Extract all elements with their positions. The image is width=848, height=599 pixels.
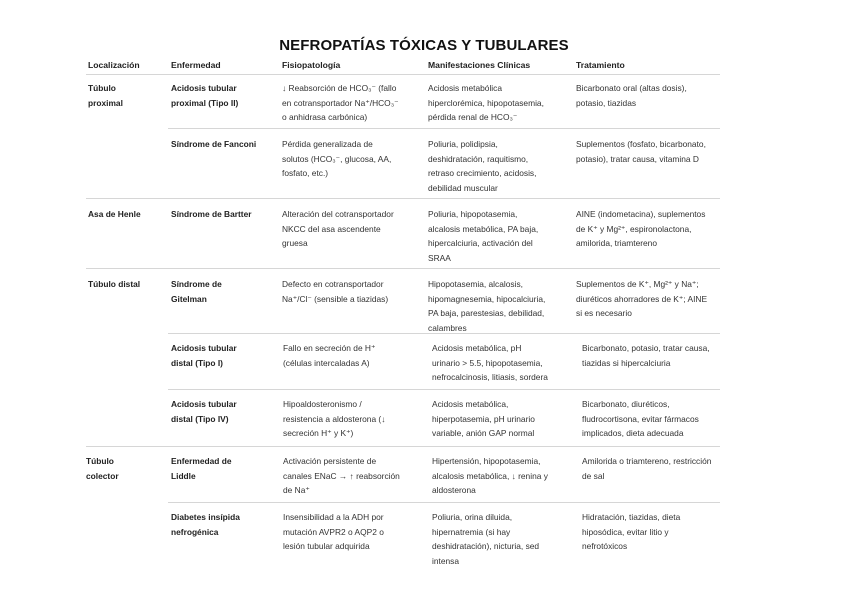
cell-tra: [582, 397, 699, 441]
cell-man: [428, 277, 545, 335]
cell-fis: [282, 81, 399, 125]
cell-line: Suplementos (fosfato, bicarbonato,: [576, 139, 706, 149]
cell-line: Enfermedad de: [171, 456, 232, 466]
cell-line: gruesa: [282, 238, 308, 248]
cell-line: distal (Tipo IV): [171, 413, 229, 424]
cell-loc: [88, 207, 141, 222]
cell-line: nefrogénica: [171, 526, 219, 537]
cell-line: NKCC del asa ascendente: [282, 223, 381, 234]
cell-line: mutación AVPR2 o AQP2 o: [283, 526, 384, 537]
cell-line: retraso crecimiento, acidosis,: [428, 168, 537, 178]
cell-line: Asa de Henle: [88, 209, 141, 219]
cell-line: Túbulo: [86, 456, 114, 466]
cell-line: Alteración del cotransportador: [282, 209, 394, 219]
cell-tra: [576, 277, 707, 321]
cell-line: Na⁺/Cl⁻ (sensible a tiazidas): [282, 293, 389, 304]
cell-line: diuréticos ahorradores de K⁺; AINE: [576, 293, 708, 304]
cell-line: nefrotóxicos: [582, 541, 628, 551]
cell-dis: [171, 137, 256, 152]
cell-line: resistencia a aldosterona (↓: [283, 413, 386, 424]
cell-dis: [171, 454, 232, 483]
cell-tra: [582, 341, 710, 370]
cell-line: Acidosis metabólica, pH: [432, 343, 522, 353]
cell-line: amilorida, triamtereno: [576, 238, 657, 248]
cell-line: lesión tubular adquirida: [283, 541, 370, 551]
row-divider: [168, 502, 720, 503]
cell-line: Pérdida generalizada de: [282, 139, 373, 149]
cell-line: SRAA: [428, 252, 451, 263]
cell-fis: [283, 397, 385, 441]
cell-line: colector: [86, 470, 119, 481]
cell-line: proximal: [88, 97, 123, 108]
cell-line: Hipopotasemia, alcalosis,: [428, 279, 523, 289]
cell-line: nefrocalcinosis, litiasis, sordera: [432, 372, 548, 382]
cell-fis: [283, 454, 400, 498]
cell-line: distal (Tipo I): [171, 357, 223, 368]
cell-line: hipomagnesemia, hipocalciuria,: [428, 293, 546, 304]
cell-line: alcalosis metabólica, PA baja,: [428, 223, 539, 234]
header-enfermedad: Enfermedad: [171, 60, 221, 70]
cell-line: variable, anión GAP normal: [432, 428, 535, 438]
cell-line: Síndrome de: [171, 279, 222, 289]
cell-line: Túbulo: [88, 83, 116, 93]
cell-line: Túbulo distal: [88, 279, 141, 289]
cell-line: de sal: [582, 470, 605, 481]
cell-man: [428, 137, 536, 195]
cell-line: Hipertensión, hipopotasemia,: [432, 456, 541, 466]
row-divider: [168, 128, 720, 129]
cell-line: Síndrome de Fanconi: [171, 139, 257, 149]
cell-line: Activación persistente de: [283, 456, 377, 466]
cell-line: Acidosis tubular: [171, 343, 237, 353]
cell-dis: [171, 207, 252, 222]
cell-line: hiperpotasemia, pH urinario: [432, 413, 535, 424]
cell-line: Amilorida o triamtereno, restricción: [582, 456, 712, 466]
cell-man: [432, 397, 535, 441]
header-tratamiento: Tratamiento: [576, 60, 625, 70]
cell-loc: [88, 277, 140, 292]
cell-fis: [283, 341, 375, 370]
cell-tra: [582, 454, 711, 483]
cell-line: o anhidrasa carbónica): [282, 112, 368, 122]
cell-tra: [576, 207, 705, 251]
cell-dis: [171, 81, 238, 110]
cell-line: Suplementos de K⁺, Mg²⁺ y Na⁺;: [576, 279, 699, 289]
cell-line: Hipoaldosteronismo /: [283, 399, 362, 409]
cell-line: secreción H⁺ y K⁺): [283, 428, 354, 438]
cell-line: de Na⁺: [283, 485, 310, 495]
row-divider: [86, 74, 720, 75]
cell-line: implicados, dieta adecuada: [582, 428, 684, 438]
cell-line: potasio, tiazidas: [576, 97, 637, 108]
cell-line: urinario > 5.5, hipopotasemia,: [432, 357, 543, 368]
header-manifestaciones: Manifestaciones Clínicas: [428, 60, 531, 70]
cell-line: Poliuria, hipopotasemia,: [428, 209, 518, 219]
cell-line: Acidosis tubular: [171, 399, 237, 409]
cell-tra: [582, 510, 680, 554]
cell-line: tiazidas si hipercalciuria: [582, 357, 671, 368]
cell-fis: [282, 137, 391, 181]
cell-line: fludrocortisona, evitar fármacos: [582, 413, 699, 424]
cell-line: deshidratación), nicturia, sed: [432, 541, 540, 551]
cell-fis: [283, 510, 384, 554]
cell-line: AINE (indometacina), suplementos: [576, 209, 706, 219]
cell-man: [432, 510, 539, 568]
cell-line: alcalosis metabólica, ↓ renina y: [432, 470, 548, 481]
cell-line: aldosterona: [432, 485, 476, 495]
cell-line: solutos (HCO₃⁻, glucosa, AA,: [282, 153, 392, 164]
cell-line: Acidosis tubular: [171, 83, 237, 93]
cell-line: potasio), tratar causa, vitamina D: [576, 153, 699, 164]
cell-line: Poliuria, polidipsia,: [428, 139, 498, 149]
cell-line: Insensibilidad a la ADH por: [283, 512, 384, 522]
cell-line: proximal (Tipo II): [171, 97, 239, 108]
cell-line: si es necesario: [576, 308, 632, 318]
group-divider: [86, 268, 720, 269]
cell-man: [428, 207, 538, 265]
page-title: NEFROPATÍAS TÓXICAS Y TUBULARES: [279, 37, 569, 54]
cell-dis: [171, 397, 237, 426]
cell-dis: [171, 277, 222, 306]
cell-line: hiperclorémica, hipopotasemia,: [428, 97, 544, 108]
cell-fis: [282, 207, 394, 251]
group-divider: [86, 446, 720, 447]
header-localizacion: Localización: [88, 60, 140, 70]
cell-loc: [86, 454, 119, 483]
cell-line: Bicarbonato, diuréticos,: [582, 399, 670, 409]
cell-line: Poliuria, orina diluida,: [432, 512, 513, 522]
cell-line: (células intercaladas A): [283, 357, 370, 368]
header-fisiopatologia: Fisiopatología: [282, 60, 341, 70]
cell-tra: [576, 137, 706, 166]
cell-line: calambres: [428, 322, 467, 333]
cell-dis: [171, 341, 237, 370]
cell-line: Síndrome de Bartter: [171, 209, 252, 219]
group-divider: [86, 198, 720, 199]
cell-line: fosfato, etc.): [282, 168, 329, 178]
row-divider: [168, 389, 720, 390]
cell-tra: [576, 81, 687, 110]
cell-line: Liddle: [171, 470, 196, 481]
cell-line: Fallo en secreción de H⁺: [283, 343, 376, 353]
cell-line: Gitelman: [171, 293, 207, 304]
cell-line: PA baja, parestesias, debilidad,: [428, 308, 545, 318]
cell-man: [432, 454, 548, 498]
cell-line: Acidosis metabólica: [428, 83, 503, 93]
cell-line: canales ENaC → ↑ reabsorción: [283, 470, 400, 481]
cell-line: deshidratación, raquitismo,: [428, 153, 529, 164]
cell-line: Acidosis metabólica,: [432, 399, 509, 409]
cell-line: debilidad muscular: [428, 182, 498, 193]
cell-line: Hidratación, tiazidas, dieta: [582, 512, 681, 522]
cell-line: Diabetes insípida: [171, 512, 240, 522]
cell-fis: [282, 277, 388, 306]
cell-line: ↓ Reabsorción de HCO₃⁻ (fallo: [282, 83, 397, 93]
cell-line: de K⁺ y Mg²⁺, espironolactona,: [576, 223, 692, 234]
cell-line: Bicarbonato oral (altas dosis),: [576, 83, 687, 93]
cell-line: hiposódica, evitar litio y: [582, 526, 669, 537]
cell-line: pérdida renal de HCO₃⁻: [428, 112, 518, 122]
cell-line: hipercalciuria, activación del: [428, 238, 533, 248]
cell-line: Defecto en cotransportador: [282, 279, 384, 289]
cell-loc: [88, 81, 123, 110]
cell-dis: [171, 510, 240, 539]
cell-line: en cotransportador Na⁺/HCO₃⁻: [282, 97, 399, 108]
cell-man: [428, 81, 544, 125]
cell-line: Bicarbonato, potasio, tratar causa,: [582, 343, 710, 353]
cell-man: [432, 341, 548, 385]
cell-line: intensa: [432, 555, 460, 566]
cell-line: hipernatremia (si hay: [432, 526, 511, 537]
